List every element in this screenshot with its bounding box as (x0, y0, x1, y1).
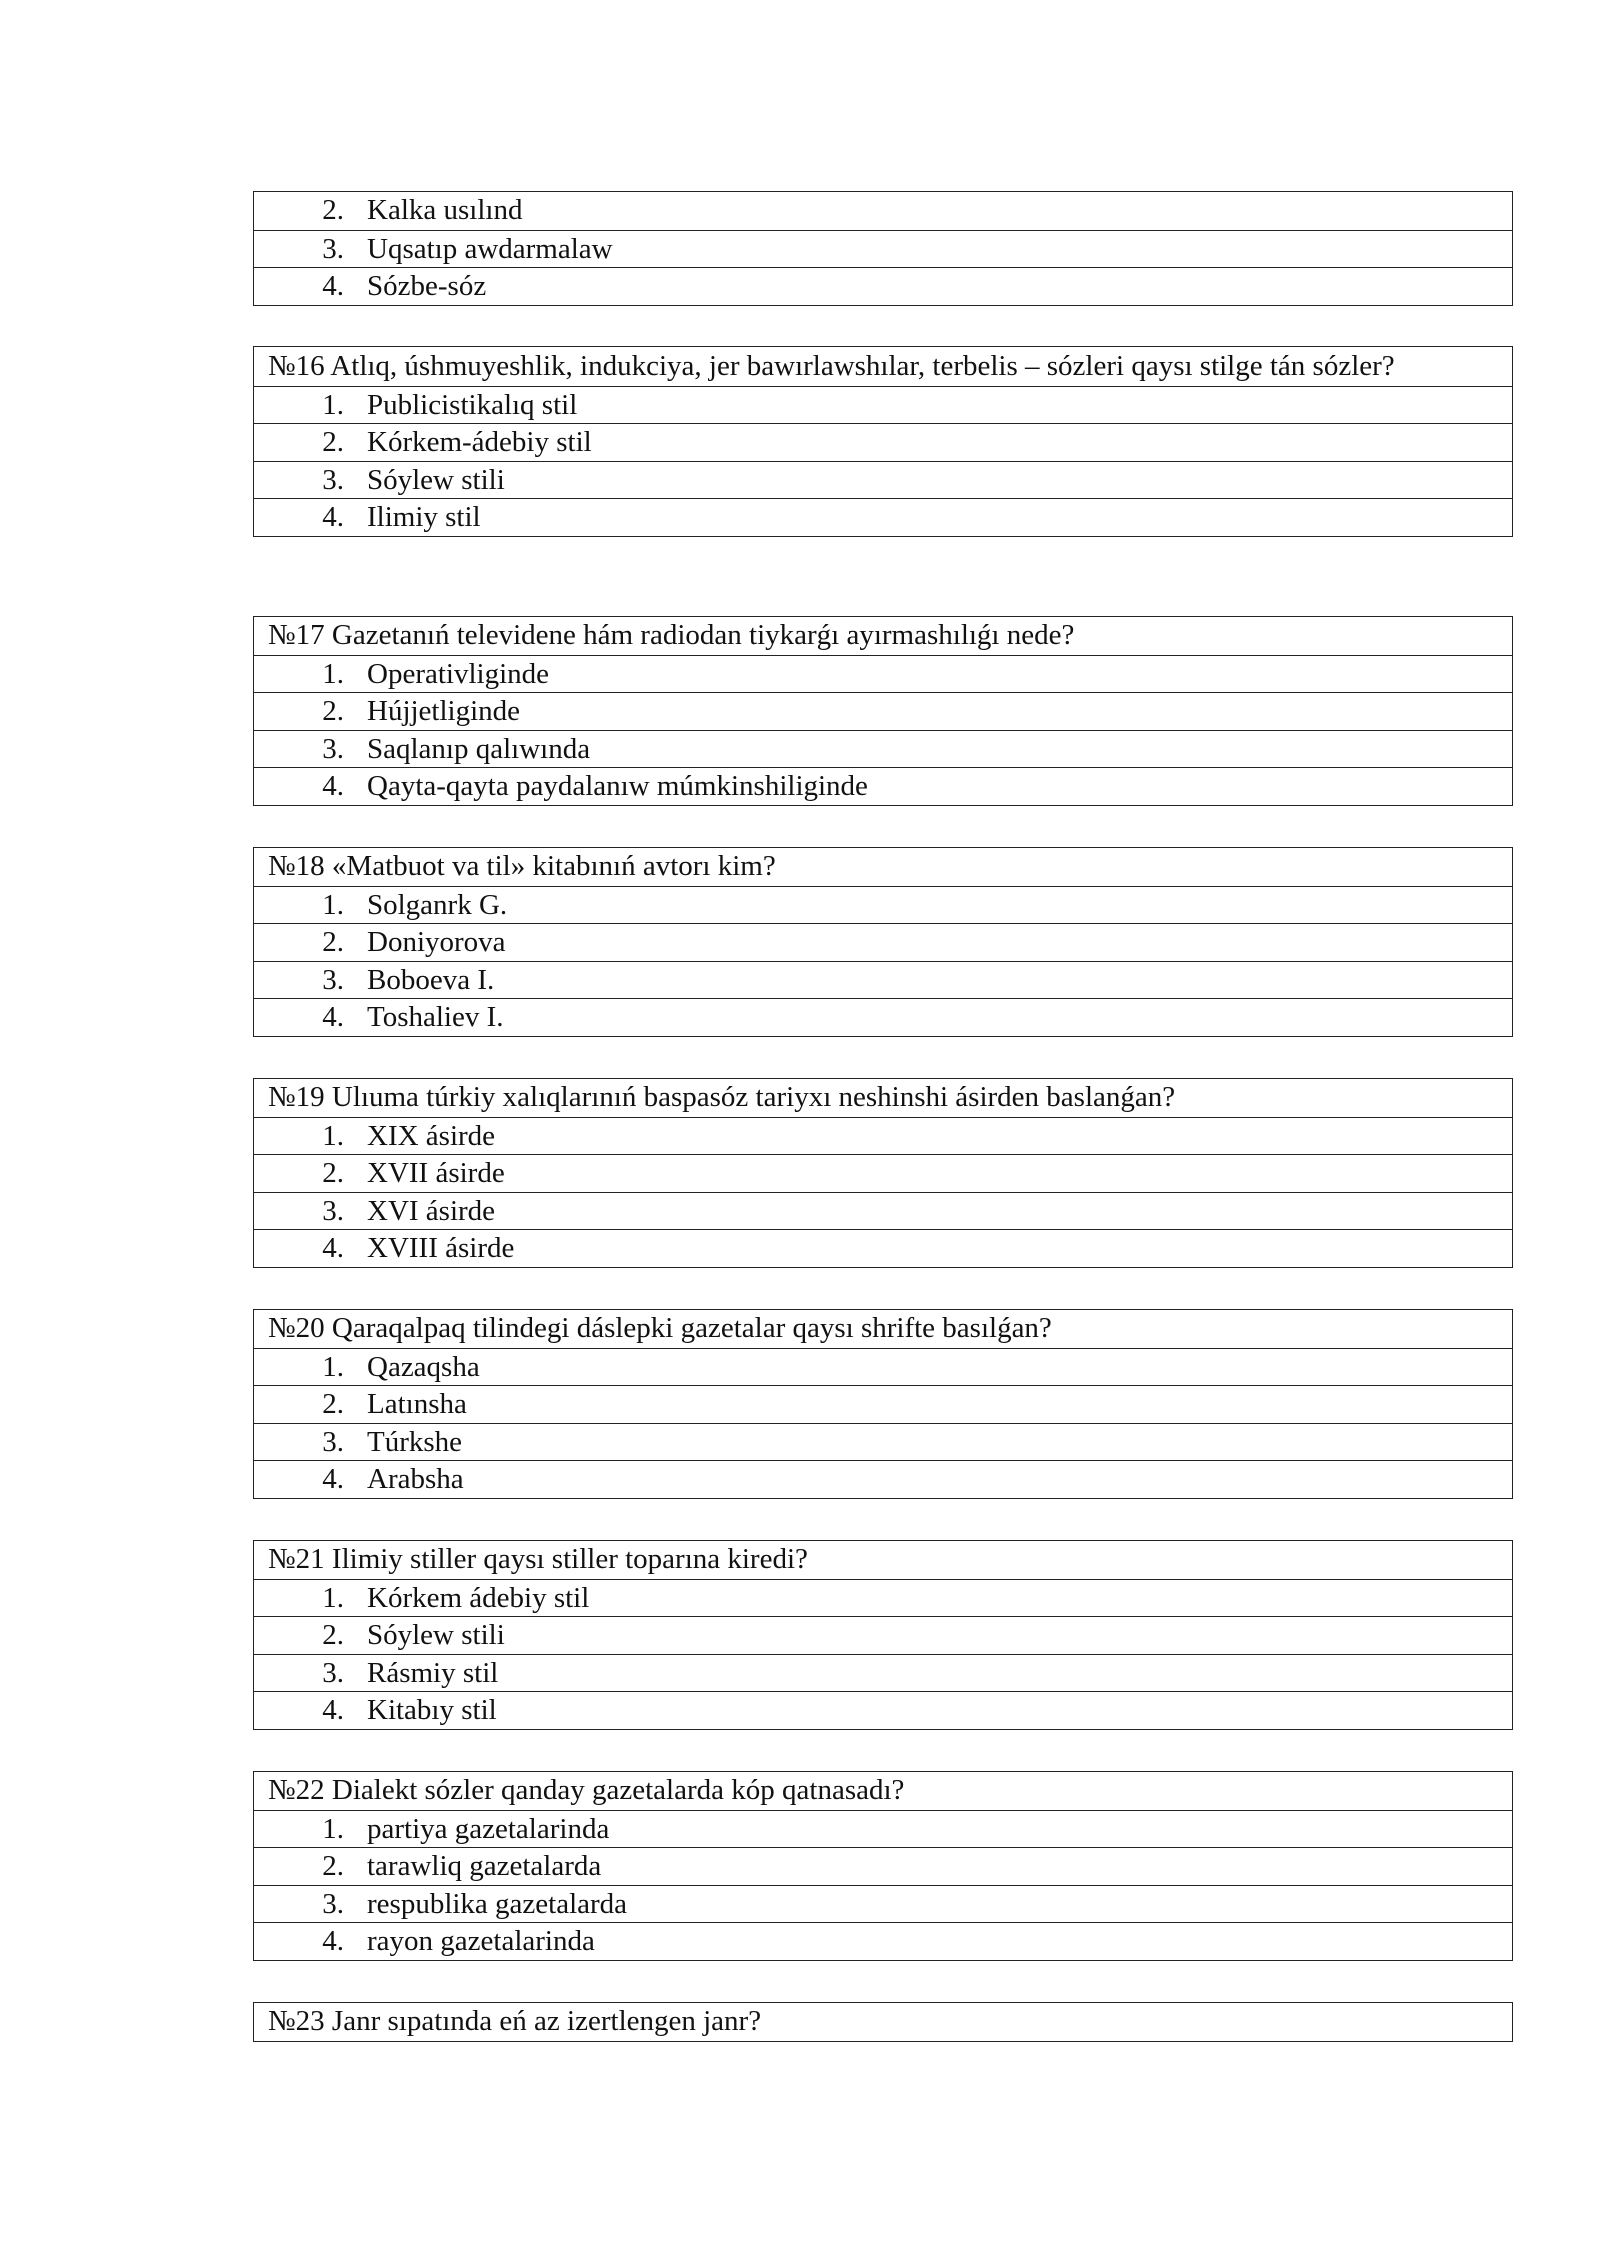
question-table-21 (253, 1540, 1513, 1730)
option-text: tarawliq gazetalarda (367, 1850, 602, 1882)
option-row (254, 767, 1512, 805)
question-text: №18 «Matbuot va til» kitabınıń avtorı kim? (268, 850, 776, 882)
option-number: 2. (322, 1388, 344, 1420)
option-row (254, 1691, 1512, 1729)
question-text: №16 Atlıq, úshmuyeshlik, indukciya, jer bawırlawshılar, terbelis – sózleri qaysı stilge tán sózler? (268, 350, 1395, 382)
option-row (254, 886, 1512, 924)
option-text: Arabsha (367, 1463, 464, 1495)
question-table-22 (253, 1771, 1513, 1961)
option-row (254, 692, 1512, 730)
question-text: №20 Qaraqalpaq tilindegi dáslepki gazetalar qaysı shrifte basılǵan? (268, 1312, 1052, 1344)
option-number: 3. (322, 963, 344, 996)
option-number: 4. (322, 270, 344, 302)
question-table-partial (253, 191, 1513, 306)
option-text: Doniyorova (367, 926, 506, 958)
option-number: 2. (322, 426, 344, 458)
option-number: 4. (322, 1232, 344, 1264)
question-text: №23 Janr sıpatında eń az izertlengen janr? (268, 2005, 762, 2037)
option-number: 4. (322, 1463, 344, 1495)
option-number: 1. (322, 1350, 344, 1383)
option-text: XVIII ásirde (367, 1232, 515, 1264)
option-text: Operativliginde (367, 657, 550, 690)
option-number: 2. (322, 1619, 344, 1651)
option-number: 2. (322, 194, 344, 226)
option-text: Publicistikalıq stil (367, 388, 578, 421)
option-text: Rásmiy stil (367, 1656, 499, 1689)
option-row (254, 1579, 1512, 1617)
option-row (254, 961, 1512, 999)
question-table-23 (253, 2002, 1513, 2042)
option-number: 3. (322, 1425, 344, 1458)
option-text: Saqlanıp qalıwında (367, 732, 591, 765)
option-row (254, 1460, 1512, 1498)
option-text: Ilimiy stil (367, 501, 481, 533)
option-text: Kórkem-ádebiy stil (367, 426, 592, 458)
option-number: 4. (322, 501, 344, 533)
option-row (254, 230, 1512, 268)
option-text: Hújjetliginde (367, 695, 521, 727)
option-row (254, 1117, 1512, 1155)
option-number: 4. (322, 1694, 344, 1726)
option-row (254, 1154, 1512, 1192)
option-number: 1. (322, 1119, 344, 1152)
option-number: 2. (322, 1157, 344, 1189)
option-number: 3. (322, 463, 344, 496)
option-number: 2. (322, 695, 344, 727)
option-row (254, 730, 1512, 768)
option-number: 1. (322, 888, 344, 921)
option-text: Boboeva I. (367, 963, 495, 996)
option-number: 1. (322, 1581, 344, 1614)
option-text: Sózbe-sóz (367, 270, 487, 302)
question-text: №21 Ilimiy stiller qaysı stiller toparına kiredi? (268, 1543, 808, 1575)
option-row (254, 1922, 1512, 1960)
option-row (254, 1385, 1512, 1423)
option-row (254, 386, 1512, 424)
question-table-19 (253, 1078, 1513, 1268)
option-row (254, 998, 1512, 1036)
option-number: 3. (322, 1194, 344, 1227)
option-text: rayon gazetalarinda (367, 1925, 595, 1957)
option-number: 4. (322, 1001, 344, 1033)
question-text: №22 Dialekt sózler qanday gazetalarda kóp qatnasadı? (268, 1774, 905, 1806)
option-text: XVII ásirde (367, 1157, 505, 1189)
option-number: 2. (322, 926, 344, 958)
option-text: Kórkem ádebiy stil (367, 1581, 590, 1614)
question-text: №17 Gazetanıń televidene hám radiodan tiykarǵı ayırmashılıǵı nede? (268, 619, 1075, 651)
option-number: 3. (322, 232, 344, 265)
option-text: partiya gazetalarinda (367, 1812, 610, 1845)
option-text: XVI ásirde (367, 1194, 496, 1227)
option-row (254, 498, 1512, 536)
option-text: Qayta-qayta paydalanıw múmkinshiliginde (367, 770, 868, 802)
option-row (254, 1810, 1512, 1848)
question-table-17 (253, 616, 1513, 806)
option-text: Kitabıy stil (367, 1694, 497, 1726)
option-text: Sóylew stili (367, 1619, 505, 1651)
option-number: 3. (322, 732, 344, 765)
option-number: 2. (322, 1850, 344, 1882)
option-number: 4. (322, 770, 344, 802)
option-text: Sóylew stili (367, 463, 505, 496)
question-table-16 (253, 346, 1513, 537)
option-number: 1. (322, 388, 344, 421)
option-text: Solganrk G. (367, 888, 508, 921)
option-row (254, 461, 1512, 499)
question-table-18 (253, 847, 1513, 1037)
option-text: XIX ásirde (367, 1119, 496, 1152)
option-text: Qazaqsha (367, 1350, 480, 1383)
question-table-20 (253, 1309, 1513, 1499)
option-row (254, 655, 1512, 693)
option-number: 4. (322, 1925, 344, 1957)
option-number: 3. (322, 1887, 344, 1920)
option-row (254, 1229, 1512, 1267)
option-row (254, 192, 1512, 230)
option-number: 1. (322, 1812, 344, 1845)
option-text: Túrkshe (367, 1425, 463, 1458)
option-row (254, 1616, 1512, 1654)
option-text: Latınsha (367, 1388, 467, 1420)
option-text: respublika gazetalarda (367, 1887, 628, 1920)
option-row (254, 423, 1512, 461)
option-row (254, 1885, 1512, 1923)
option-row (254, 267, 1512, 305)
option-text: Kalka usılınd (367, 194, 523, 226)
option-row (254, 1847, 1512, 1885)
option-row (254, 1192, 1512, 1230)
option-row (254, 1423, 1512, 1461)
question-text: №19 Ulıuma túrkiy xalıqlarınıń baspasóz tariyxı neshinshi ásirden baslanǵan? (268, 1081, 1176, 1113)
option-number: 3. (322, 1656, 344, 1689)
option-row (254, 1348, 1512, 1386)
option-text: Uqsatıp awdarmalaw (367, 232, 613, 265)
option-row (254, 923, 1512, 961)
option-number: 1. (322, 657, 344, 690)
option-row (254, 1654, 1512, 1692)
option-text: Toshaliev I. (367, 1001, 504, 1033)
